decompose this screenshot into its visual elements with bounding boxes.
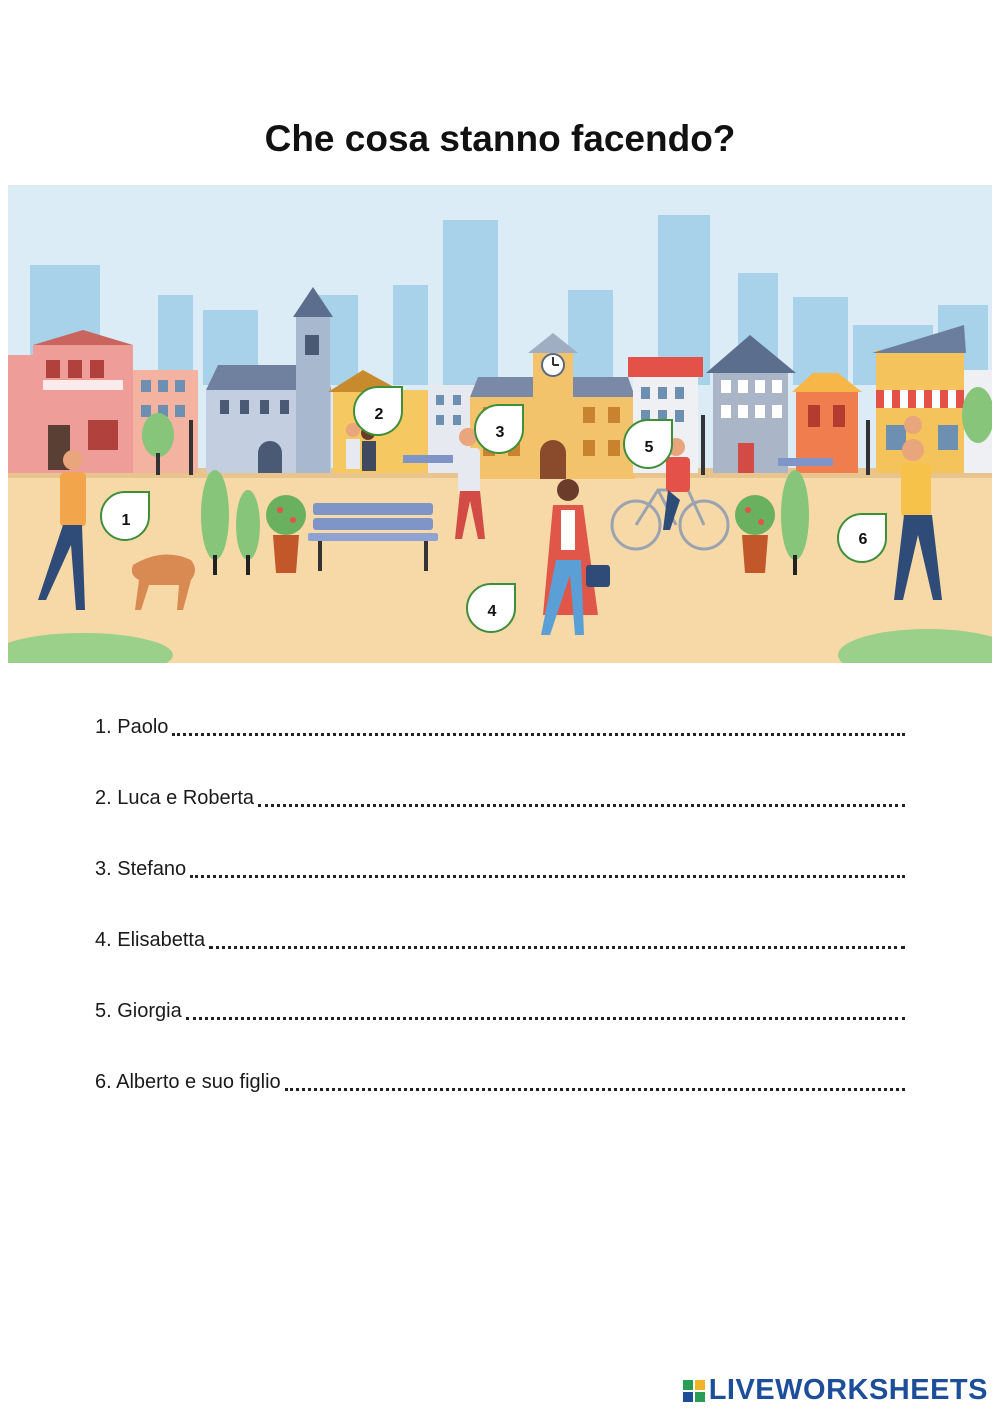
worksheet-title: Che cosa stanno facendo? (264, 118, 736, 159)
liveworksheets-logo[interactable] (683, 1374, 988, 1407)
marker-3-label: 3 (495, 424, 505, 441)
marker-4 (467, 584, 515, 632)
answer-field-1[interactable] (172, 733, 905, 736)
marker-5 (624, 420, 672, 468)
marker-2 (354, 387, 402, 435)
marker-6-label: 6 (858, 531, 868, 548)
logo-text: LIVEWORKSHEETS (708, 1374, 988, 1406)
answer-label-5: 5. Giorgia (95, 1000, 182, 1022)
answer-label-1: 1. Paolo (95, 716, 169, 738)
answer-row-3 (95, 858, 905, 929)
building-red (33, 330, 133, 473)
answer-list (95, 716, 905, 1142)
answer-field-5[interactable] (186, 1017, 905, 1020)
answer-label-4: 4. Elisabetta (95, 929, 206, 951)
answer-row-5 (95, 1000, 905, 1071)
answer-field-4[interactable] (209, 946, 905, 949)
answer-label-6: 6. Alberto e suo figlio (95, 1071, 281, 1093)
marker-2-label: 2 (374, 406, 384, 423)
marker-1-label: 1 (121, 512, 131, 529)
answer-row-6 (95, 1071, 905, 1142)
answer-field-6[interactable] (285, 1088, 905, 1091)
answer-label-2: 2. Luca e Roberta (95, 787, 254, 809)
answer-field-3[interactable] (190, 875, 905, 878)
town-square-illustration (8, 185, 992, 663)
marker-1 (101, 492, 149, 540)
answer-row-2 (95, 787, 905, 858)
marker-3 (475, 405, 523, 453)
answer-row-4 (95, 929, 905, 1000)
logo-badge-icon (683, 1380, 705, 1402)
marker-6 (838, 514, 886, 562)
answer-label-3: 3. Stefano (95, 858, 187, 880)
marker-5-label: 5 (644, 439, 654, 456)
answer-field-2[interactable] (258, 804, 905, 807)
marker-4-label: 4 (487, 603, 497, 620)
answer-row-1 (95, 716, 905, 787)
